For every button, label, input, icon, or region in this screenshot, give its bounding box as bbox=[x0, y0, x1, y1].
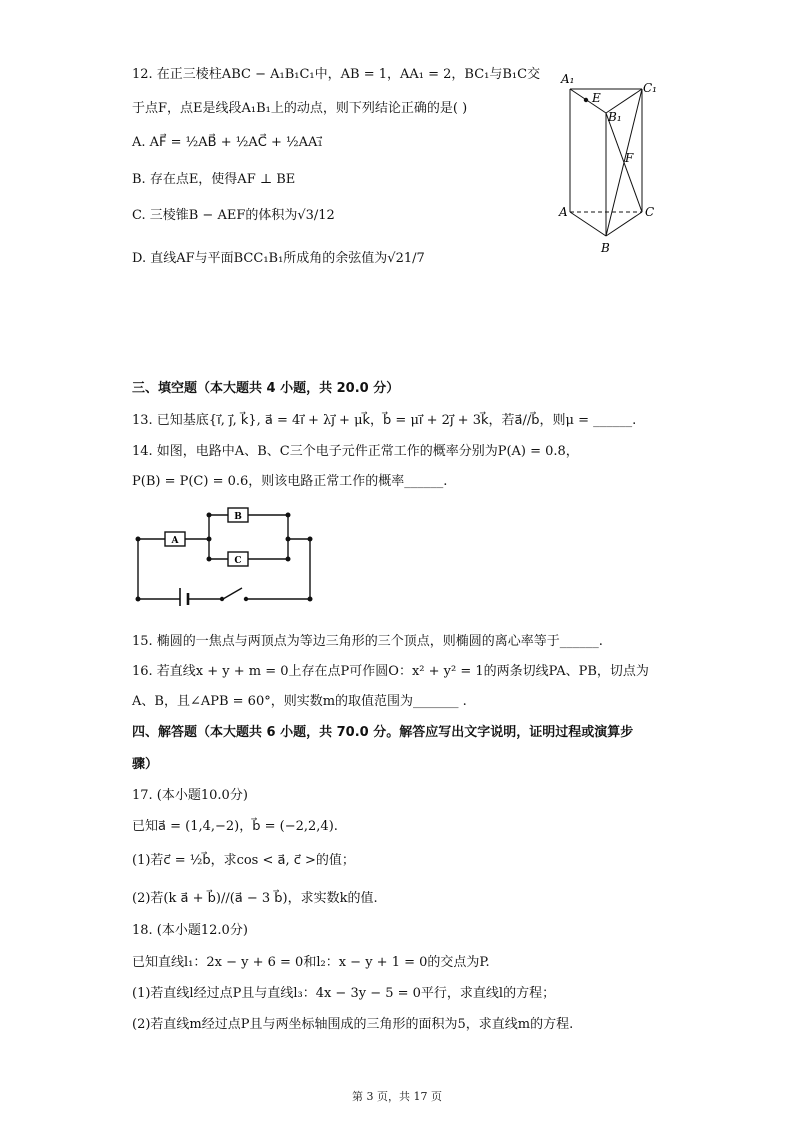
label-a: A bbox=[559, 205, 568, 219]
label-component-b: B bbox=[234, 512, 242, 522]
q18-given: 已知直线l₁：2x − y + 6 = 0和l₂：x − y + 1 = 0的交点为P. bbox=[132, 955, 490, 970]
junction-outer-left bbox=[136, 537, 141, 542]
label-component-a: A bbox=[171, 536, 179, 546]
edge-a-b bbox=[570, 212, 606, 236]
label-f: F bbox=[625, 151, 634, 165]
q17-part2: (2)若(k a⃗ + b⃗)//(a⃗ − 3 b⃗)，求实数k的值. bbox=[132, 891, 378, 906]
switch-contact bbox=[244, 597, 248, 601]
q12-option-c: C. 三棱锥B − AEF的体积为√3/12 bbox=[132, 208, 335, 223]
q12-stem-line1: 12. 在正三棱柱ABC − A₁B₁C₁中，AB = 1，AA₁ = 2，BC₁与B₁C交 bbox=[132, 67, 541, 82]
junction-bottom-right bbox=[308, 597, 313, 602]
circuit-figure bbox=[128, 502, 318, 606]
q18-header: 18. (本小题12.0分) bbox=[132, 923, 248, 938]
label-c: C bbox=[645, 205, 655, 219]
q12-option-b: B. 存在点E，使得AF ⊥ BE bbox=[132, 172, 296, 187]
label-e: E bbox=[592, 91, 601, 105]
label-component-c: C bbox=[234, 556, 242, 566]
q16-line2: A、B，且∠APB = 60°，则实数m的取值范围为_______ . bbox=[132, 694, 467, 709]
junction-right-top bbox=[286, 513, 291, 518]
switch-pivot bbox=[220, 597, 224, 601]
q12-stem-line2: 于点F，点E是线段A₁B₁上的动点，则下列结论正确的是( ) bbox=[132, 101, 468, 116]
q13-text: 13. 已知基底{i⃗, j⃗, k⃗}, a⃗ = 4i⃗ + λj⃗ + μk⃗，b⃗ = μi⃗ + 2j⃗ + 3k⃗，若a⃗//b⃗，则μ = ______. bbox=[132, 413, 637, 428]
q14-line2: P(B) = P(C) = 0.6，则该电路正常工作的概率______. bbox=[132, 474, 448, 489]
junction-bottom-left bbox=[136, 597, 141, 602]
junction-outer-right bbox=[308, 537, 313, 542]
q18-part2: (2)若直线m经过点P且与两坐标轴围成的三角形的面积为5，求直线m的方程. bbox=[132, 1017, 574, 1032]
section-answer-title-line2: 骤） bbox=[132, 757, 159, 772]
point-e bbox=[584, 98, 588, 102]
prism-figure bbox=[555, 66, 665, 261]
q14-line1: 14. 如图，电路中A、B、C三个电子元件正常工作的概率分别为P(A) = 0.8， bbox=[132, 444, 579, 459]
section-fill-in-title: 三、填空题（本大题共 4 小题，共 20.0 分） bbox=[132, 381, 400, 396]
section-answer-title-line1: 四、解答题（本大题共 6 小题，共 70.0 分。解答应写出文字说明，证明过程或演算步 bbox=[132, 725, 634, 740]
switch-lever bbox=[223, 588, 242, 599]
q12-option-a: A. AF⃗ = ½AB⃗ + ½AC⃗ + ½AA₁⃗ bbox=[132, 135, 323, 150]
junction-left-top bbox=[207, 513, 212, 518]
q18-part1: (1)若直线l经过点P且与直线l₃：4x − 3y − 5 = 0平行，求直线l的方程； bbox=[132, 986, 556, 1001]
label-a1: A₁ bbox=[561, 72, 575, 86]
label-b: B bbox=[601, 241, 610, 255]
q17-part1: (1)若c⃗ = ½b⃗，求cos < a⃗, c⃗ >的值； bbox=[132, 853, 355, 868]
q17-given: 已知a⃗ = (1,4,−2)，b⃗ = (−2,2,4). bbox=[132, 819, 338, 834]
label-b1: B₁ bbox=[608, 110, 622, 124]
junction-left-bottom bbox=[207, 557, 212, 562]
junction-right-mid bbox=[286, 537, 291, 542]
label-c1: C₁ bbox=[643, 81, 657, 95]
q15-text: 15. 椭圆的一焦点与两顶点为等边三角形的三个顶点，则椭圆的离心率等于______. bbox=[132, 634, 603, 649]
segment-b1-c bbox=[606, 113, 642, 212]
junction-left-mid bbox=[207, 537, 212, 542]
page-footer: 第 3 页，共 17 页 bbox=[352, 1090, 442, 1103]
q17-header: 17. (本小题10.0分) bbox=[132, 788, 248, 803]
q16-line1: 16. 若直线x + y + m = 0上存在点P可作圆O：x² + y² = 1的两条切线PA、PB，切点为 bbox=[132, 664, 649, 679]
q12-option-d: D. 直线AF与平面BCC₁B₁所成角的余弦值为√21/7 bbox=[132, 251, 425, 266]
junction-right-bottom bbox=[286, 557, 291, 562]
